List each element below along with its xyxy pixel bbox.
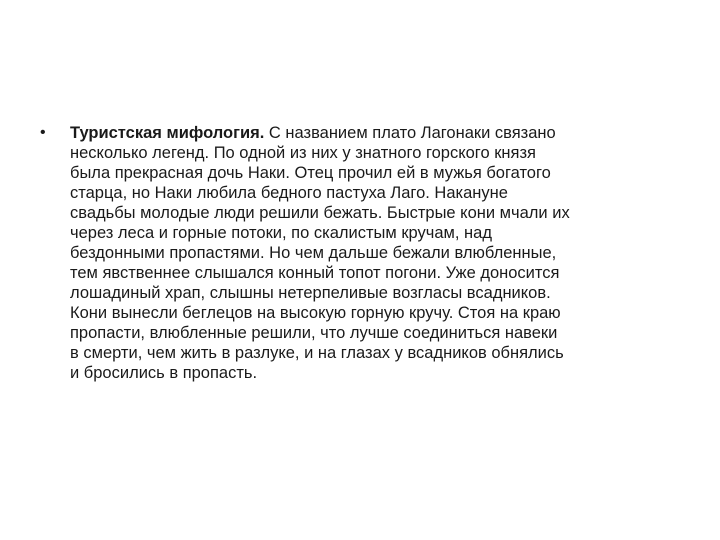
paragraph-heading: Туристская мифология. — [70, 124, 265, 142]
bullet-paragraph — [40, 123, 680, 383]
paragraph-text — [70, 123, 680, 383]
bullet-icon: • — [40, 124, 46, 141]
text-line-4: старца, но Наки любила бедного пастуха Лаго. Накануне — [70, 184, 508, 202]
text-line-1-body: С названием плато Лагонаки связано — [264, 124, 556, 142]
text-line-8: тем явственнее слышался конный топот погони. Уже доносится — [70, 264, 560, 282]
text-line-5: свадьбы молодые люди решили бежать. Быстрые кони мчали их — [70, 204, 570, 222]
text-line-9: лошадиный храп, слышны нетерпеливые возгласы всадников. — [70, 284, 551, 302]
text-line-12: в смерти, чем жить в разлуке, и на глазах у всадников обнялись — [70, 344, 564, 362]
text-line-3: была прекрасная дочь Наки. Отец прочил ей в мужья богатого — [70, 164, 551, 182]
text-line-2: несколько легенд. По одной из них у знатного горского князя — [70, 144, 536, 162]
text-line-11: пропасти, влюбленные решили, что лучше соединиться навеки — [70, 324, 558, 342]
text-line-6: через леса и горные потоки, по скалистым кручам, над — [70, 224, 492, 242]
text-line-13: и бросились в пропасть. — [70, 364, 258, 382]
text-line-10: Кони вынесли беглецов на высокую горную кручу. Стоя на краю — [70, 304, 561, 322]
text-line-1 — [70, 123, 680, 143]
text-line-7: бездонными пропастями. Но чем дальше бежали влюбленные, — [70, 244, 557, 262]
